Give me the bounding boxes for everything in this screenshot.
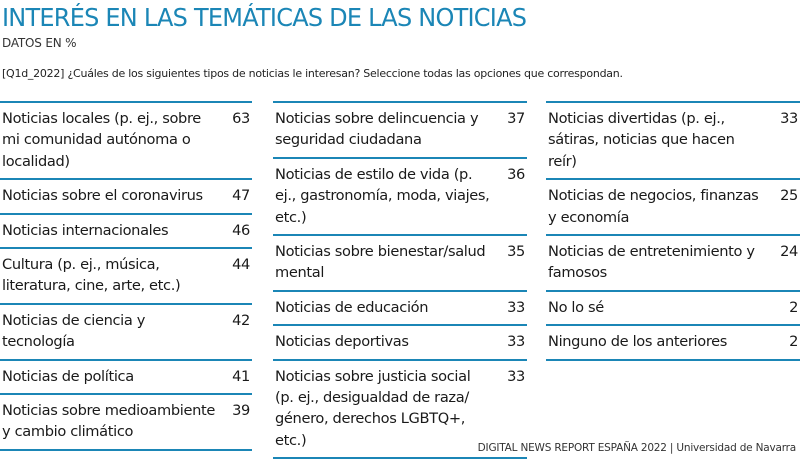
topic-label: Noticias de entretenimiento y famosos <box>548 243 755 282</box>
topic-label: No lo sé <box>548 298 604 316</box>
topic-value: 39 <box>232 402 250 420</box>
topic-value: 33 <box>507 333 525 351</box>
table-row <box>0 303 252 359</box>
topic-label: Noticias de negocios, finanzas y economía <box>548 187 759 226</box>
table-row <box>0 213 252 247</box>
topic-value: 63 <box>232 110 250 127</box>
table-row <box>546 324 800 360</box>
table-row <box>546 178 800 234</box>
table-column-1 <box>0 101 252 451</box>
topic-label: Noticias divertidas (p. ej., sátiras, noticias que hacen reír) <box>548 110 735 170</box>
topic-value: 25 <box>780 187 798 205</box>
topic-value: 2 <box>789 333 798 351</box>
topic-value: 42 <box>232 311 250 329</box>
topic-label: Noticias sobre el coronavirus <box>2 187 203 205</box>
topic-label: Noticias locales (p. ej., sobre mi comunidad autónoma o localidad) <box>2 110 201 170</box>
table-row <box>546 290 800 324</box>
topic-label: Noticias de educación <box>275 298 429 316</box>
topic-label: Noticias sobre delincuencia y seguridad ciudadana <box>275 110 479 149</box>
table-row <box>0 101 252 178</box>
table-row <box>0 247 252 303</box>
topic-label: Noticias internacionales <box>2 221 169 239</box>
topic-value: 33 <box>780 110 798 127</box>
topic-label: Noticias de estilo de vida (p. ej., gastronomía, moda, viajes, etc.) <box>275 165 490 226</box>
table-row <box>273 101 527 157</box>
topic-value: 37 <box>507 110 525 127</box>
topic-value: 35 <box>507 243 525 261</box>
topic-value: 41 <box>232 367 250 385</box>
table-row <box>0 393 252 451</box>
table-row <box>0 359 252 393</box>
topic-value: 2 <box>789 298 798 316</box>
topic-label: Noticias sobre medioambiente y cambio climático <box>2 402 216 441</box>
topic-label: Noticias deportivas <box>275 333 409 351</box>
topic-label: Noticias sobre justicia social (p. ej., desigualdad de raza/ género, derechos LGBTQ+, etc.) <box>275 367 471 449</box>
topic-value: 46 <box>232 221 250 239</box>
chart-title: INTERÉS EN LAS TEMÁTICAS DE LAS NOTICIAS <box>2 3 527 32</box>
table-row <box>273 290 527 324</box>
topic-value: 47 <box>232 187 250 205</box>
topic-label: Noticias sobre bienestar/salud mental <box>275 243 486 282</box>
table-row <box>546 234 800 290</box>
topic-value: 33 <box>507 367 525 385</box>
table-column-2 <box>273 101 527 459</box>
table-row <box>273 157 527 234</box>
topic-label: Noticias de política <box>2 367 134 385</box>
topic-label: Noticias de ciencia y tecnología <box>2 311 146 351</box>
table-row <box>546 101 800 178</box>
topic-label: Ninguno de los anteriores <box>548 333 728 351</box>
table-row <box>273 324 527 358</box>
topic-value: 24 <box>780 243 798 261</box>
survey-question: [Q1d_2022] ¿Cuáles de los siguientes tipos de noticias le interesan? Seleccione todas las opciones que correspondan. <box>2 67 623 80</box>
topic-value: 36 <box>507 165 525 183</box>
topic-value: 44 <box>232 256 250 274</box>
table-row <box>273 234 527 290</box>
topic-value: 33 <box>507 298 525 316</box>
topic-label: Cultura (p. ej., música, literatura, cine, arte, etc.) <box>2 256 181 295</box>
table-column-3 <box>546 101 800 361</box>
table-row <box>0 178 252 212</box>
footer-source: DIGITAL NEWS REPORT ESPAÑA 2022 | Universidad de Navarra <box>477 442 796 454</box>
chart-subtitle: DATOS EN % <box>2 36 77 50</box>
